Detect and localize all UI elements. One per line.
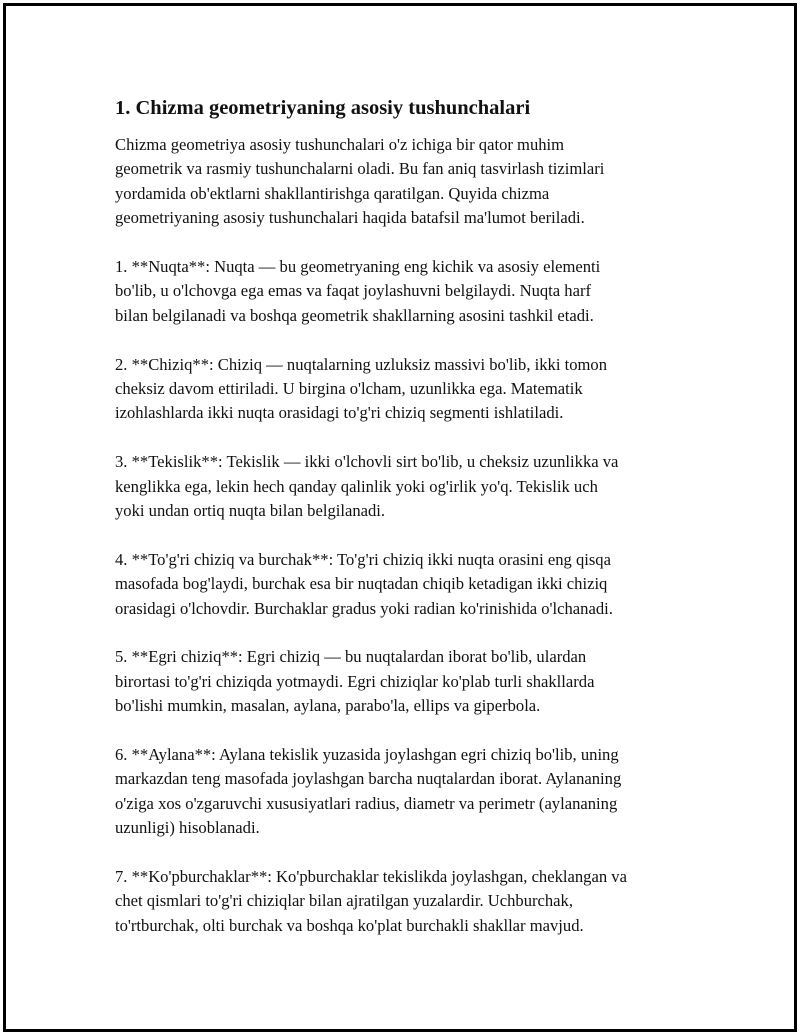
paragraph [115,255,705,328]
text-line: 6. **Aylana**: Aylana tekislik yuzasida joylashgan egri chiziq bo'lib, uning [115,745,619,765]
text-line: chet qismlari to'g'ri chiziqlar bilan ajratilgan yuzalardir. Uchburchak, [115,891,573,911]
text-line: o'ziga xos o'zgaruvchi xususiyatlari radius, diametr va perimetr (aylananing [115,793,618,813]
document-title: 1. Chizma geometriyaning asosiy tushunchalari [115,97,531,119]
text-line: geometrik va rasmiy tushunchalarni oladi. Bu fan aniq tasvirlash tizimlari [115,159,605,179]
text-line: bilan belgilanadi va boshqa geometrik shakllarning asosini tashkil etadi. [115,305,594,325]
text-line: orasidagi o'lchovdir. Burchaklar gradus yoki radian ko'rinishida o'lchanadi. [115,598,613,618]
text-line: 7. **Ko'pburchaklar**: Ko'pburchaklar tekislikda joylashgan, cheklangan va [115,867,627,887]
text-line: 5. **Egri chiziq**: Egri chiziq — bu nuqtalardan iborat bo'lib, ulardan [115,647,587,667]
text-line: Chizma geometriya asosiy tushunchalari o'z ichiga bir qator muhim [115,135,565,154]
text-line: to'rtburchak, olti burchak va boshqa ko'plat burchakli shakllar mavjud. [115,915,584,935]
text-line: yordamida ob'ektlarni shakllantirishga qaratilgan. Quyida chizma [115,183,550,203]
paragraph [115,743,705,841]
text-line: kenglikka ega, lekin hech qanday qalinlik yoki og'irlik yo'q. Tekislik uch [115,476,598,496]
text-line: masofada bog'laydi, burchak esa bir nuqtadan chiqib ketadigan ikki chiziq [115,574,608,594]
paragraph [115,645,705,718]
text-line: cheksiz davom ettiriladi. U birgina o'lcham, uzunlikka ega. Matematik [115,379,583,399]
paragraph [115,548,705,621]
text-line: 2. **Chiziq**: Chiziq — nuqtalarning uzluksiz massivi bo'lib, ikki tomon [115,354,608,374]
text-line: izohlashlarda ikki nuqta orasidagi to'g'ri chiziq segmenti ishlatiladi. [115,403,564,423]
text-line: markazdan teng masofada joylashgan barcha nuqtalardan iborat. Aylananing [115,769,622,789]
paragraph-list [115,133,705,938]
paragraph [115,353,705,426]
document-body [115,95,705,963]
paragraph [115,450,705,523]
text-line: 4. **To'g'ri chiziq va burchak**: To'g'ri chiziq ikki nuqta orasini eng qisqa [115,549,611,569]
text-line: uzunligi) hisoblanadi. [115,818,260,838]
text-line: 1. **Nuqta**: Nuqta — bu geometryaning eng kichik va asosiy elementi [115,257,601,277]
text-line: geometriyaning asosiy tushunchalari haqida batafsil ma'lumot beriladi. [115,208,585,228]
text-line: bo'lishi mumkin, masalan, aylana, parabo'la, ellips va giperbola. [115,696,541,716]
paragraph [115,133,705,231]
text-line: 3. **Tekislik**: Tekislik — ikki o'lchovli sirt bo'lib, u cheksiz uzunlikka va [115,452,619,472]
text-line: bo'lib, u o'lchovga ega emas va faqat joylashuvni belgilaydi. Nuqta harf [115,281,592,301]
text-line: birortasi to'g'ri chiziqda yotmaydi. Egri chiziqlar ko'plab turli shakllarda [115,671,595,691]
paragraph [115,865,705,938]
text-line: yoki undan ortiq nuqta bilan belgilanadi. [115,501,386,521]
